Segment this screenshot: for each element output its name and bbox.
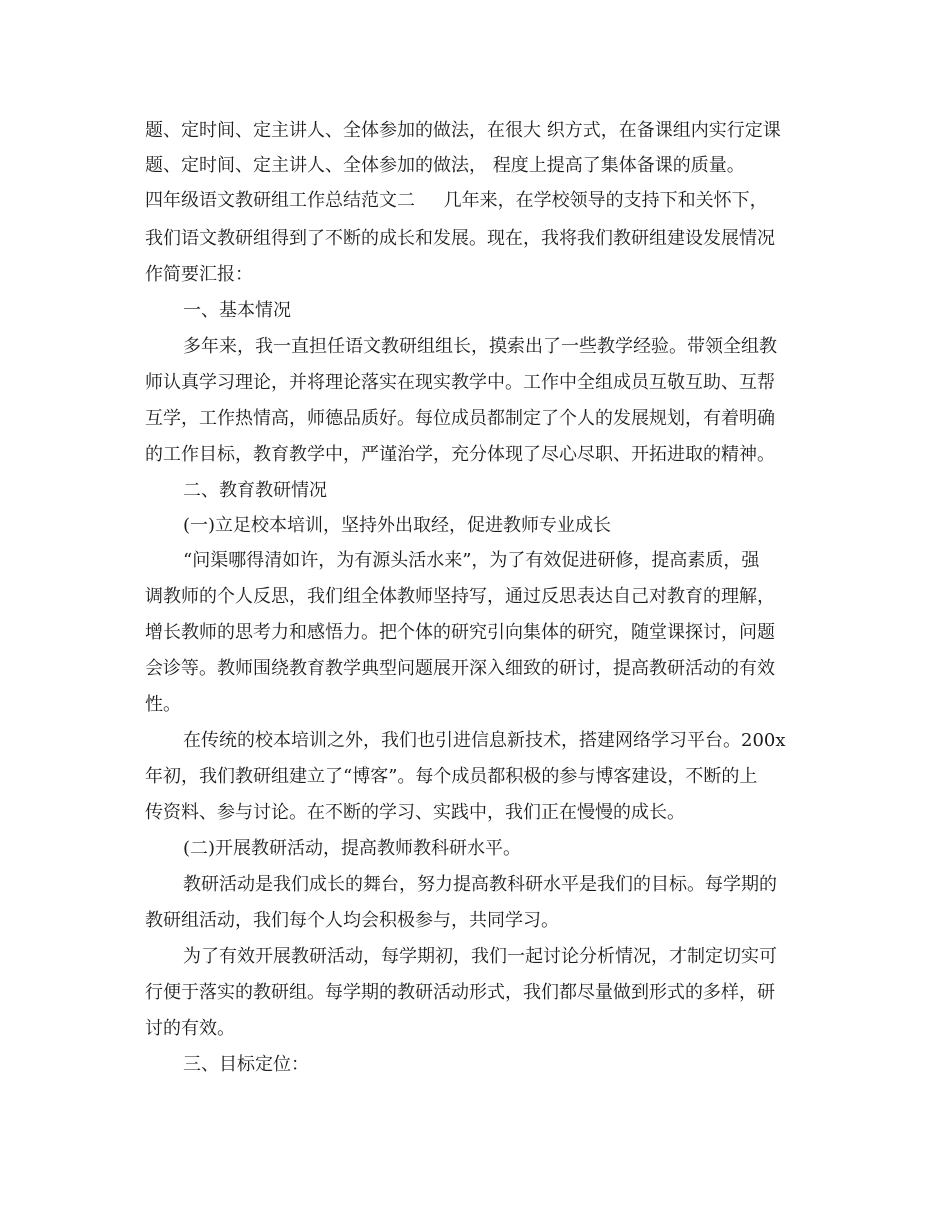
text-line-15: 增长教师的思考力和感悟力。把个体的研究引向集体的研究，随堂课探讨，问题 xyxy=(145,622,775,643)
subsection-heading-1: (一)立足校本培训，坚持外出取经，促进教师专业成长 xyxy=(183,515,612,536)
text-line-19: 年初，我们教研组建立了“博客”。每个成员都积极的参与博客建设，不断的上 xyxy=(145,766,758,787)
text-line-2: 题、定时间、定主讲人、全体参加的做法， 程度上提高了集体备课的质量。 xyxy=(145,155,745,176)
subsection-heading-2: (二)开展教研活动，提高教师教科研水平。 xyxy=(183,838,522,859)
section-heading-1: 一、基本情况 xyxy=(183,300,291,321)
section-heading-2: 二、教育教研情况 xyxy=(183,480,327,501)
text-line-23: 教研组活动，我们每个人均会积极参与，共同学习。 xyxy=(145,910,559,931)
text-line-8: 师认真学习理论，并将理论落实在现实教学中。工作中全组成员互敬互助、互帮 xyxy=(145,372,775,393)
text-line-4: 我们语文教研组得到了不断的成长和发展。现在，我将我们教研组建设发展情况 xyxy=(145,228,775,249)
text-line-1: 题、定时间、定主讲人、全体参加的做法，在很大 织方式，在备课组内实行定课 xyxy=(145,120,781,141)
text-line-9: 互学，工作热情高，师德品质好。每位成员都制定了个人的发展规划，有着明确 xyxy=(145,408,775,429)
text-line-24: 为了有效开展教研活动，每学期初，我们一起讨论分析情况，才制定切实可 xyxy=(183,946,777,967)
text-line-25: 行便于落实的教研组。每学期的教研活动形式，我们都尽量做到形式的多样，研 xyxy=(145,982,775,1003)
text-line-3: 四年级语文教研组工作总结范文二 几年来，在学校领导的支持下和关怀下， xyxy=(145,190,768,211)
text-line-22: 教研活动是我们成长的舞台，努力提高教科研水平是我们的目标。每学期的 xyxy=(183,874,777,895)
section-heading-3: 三、目标定位： xyxy=(183,1054,309,1075)
text-line-26: 讨的有效。 xyxy=(145,1018,235,1039)
text-line-14: 调教师的个人反思，我们组全体教师坚持写，通过反思表达自己对教育的理解， xyxy=(145,586,775,607)
text-line-17: 性。 xyxy=(145,694,181,715)
text-line-18: 在传统的校本培训之外，我们也引进信息新技术，搭建网络学习平台。200x xyxy=(183,730,786,751)
text-line-7: 多年来，我一直担任语文教研组组长，摸索出了一些教学经验。带领全组教 xyxy=(183,336,777,357)
text-line-20: 传资料、参与讨论。在不断的学习、实践中，我们正在慢慢的成长。 xyxy=(145,802,685,823)
text-line-5: 作简要汇报： xyxy=(145,264,253,285)
text-line-13: “问渠哪得清如许，为有源头活水来”，为了有效促进研修，提高素质，强 xyxy=(183,550,760,571)
text-line-16: 会诊等。教师围绕教育教学典型问题展开深入细致的研讨，提高教研活动的有效 xyxy=(145,658,775,679)
text-line-10: 的工作目标，教育教学中，严谨治学，充分体现了尽心尽职、开拓进取的精神。 xyxy=(145,444,775,465)
